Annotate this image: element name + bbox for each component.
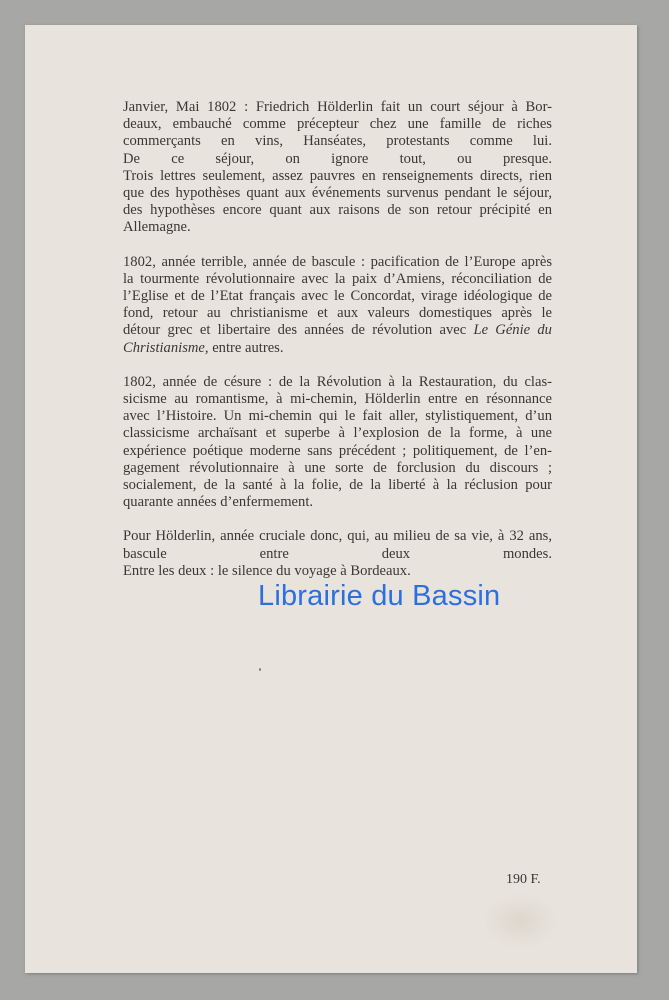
stamp-mark (481, 892, 559, 950)
text-line: expérience poétique moderne sans précédent ; politiquement, de l’en- (123, 442, 552, 459)
book-title-italic: Christianisme, (123, 339, 209, 356)
paragraph-3 (123, 374, 552, 512)
bookshop-watermark: Librairie du Bassin (258, 580, 501, 612)
text-line: Pour Hölderlin, année cruciale donc, qui, au milieu de sa vie, à 32 ans, (123, 528, 552, 545)
text-line: bascule entre deux mondes. (123, 545, 552, 562)
text-line: la tourmente révolutionnaire avec la paix d’Amiens, réconciliation de (123, 270, 552, 287)
body-text (123, 99, 552, 597)
paragraph-1 (123, 99, 552, 237)
text-line: des hypothèses encore quant aux raisons de son retour précipité en (123, 202, 552, 219)
price-label: 190 F. (506, 872, 541, 887)
text-line: 1802, année terrible, année de bascule : pacification de l’Europe après (123, 253, 552, 270)
text-line: 1802, année de césure : de la Révolution à la Restauration, du clas- (123, 373, 552, 390)
text-line: sicisme au romantisme, à mi-chemin, Hölderlin entre en résonnance (123, 391, 552, 408)
text-line: Trois lettres seulement, assez pauvres en renseignements directs, rien (123, 167, 552, 184)
text-line: fond, retour au christianisme et aux valeurs domestiques après le (123, 305, 552, 322)
text-line (123, 322, 552, 339)
text-line: quarante années d’enfermement. (123, 494, 314, 511)
text-line: socialement, de la santé à la folie, de la liberté à la réclusion pour (123, 477, 552, 494)
text-line: commerçants en vins, Hanséates, protestants comme lui. (123, 133, 552, 150)
text-line (123, 340, 552, 357)
text-line: Allemagne. (123, 219, 191, 236)
text-line: l’Eglise et de l’Etat français avec le Concordat, virage idéologique de (123, 288, 552, 305)
text-line: deaux, embauché comme précepteur chez une famille de riches (123, 116, 552, 133)
document-page (25, 25, 637, 973)
text-segment: détour grec et libertaire des années de révolution avec (123, 322, 467, 339)
text-line: gagement révolutionnaire à une sorte de forclusion du discours ; (123, 459, 552, 476)
book-title-italic: Le Génie du (473, 322, 552, 339)
paragraph-4 (123, 528, 552, 580)
text-segment: entre autres. (208, 339, 284, 356)
text-line: De ce séjour, on ignore tout, ou presque. (123, 150, 552, 167)
text-line: Janvier, Mai 1802 : Friedrich Hölderlin fait un court séjour à Bor- (123, 99, 552, 115)
paragraph-2 (123, 254, 552, 357)
text-line: Entre les deux : le silence du voyage à Bordeaux. (123, 562, 411, 579)
text-line: avec l’Histoire. Un mi-chemin qui le fait aller, stylistiquement, d’un (123, 408, 552, 425)
text-line: que des hypothèses quant aux événements survenus pendant le séjour, (123, 185, 552, 202)
paper-speck (259, 668, 261, 671)
text-line: classicisme archaïsant et superbe à l’explosion de la forme, à une (123, 425, 552, 442)
